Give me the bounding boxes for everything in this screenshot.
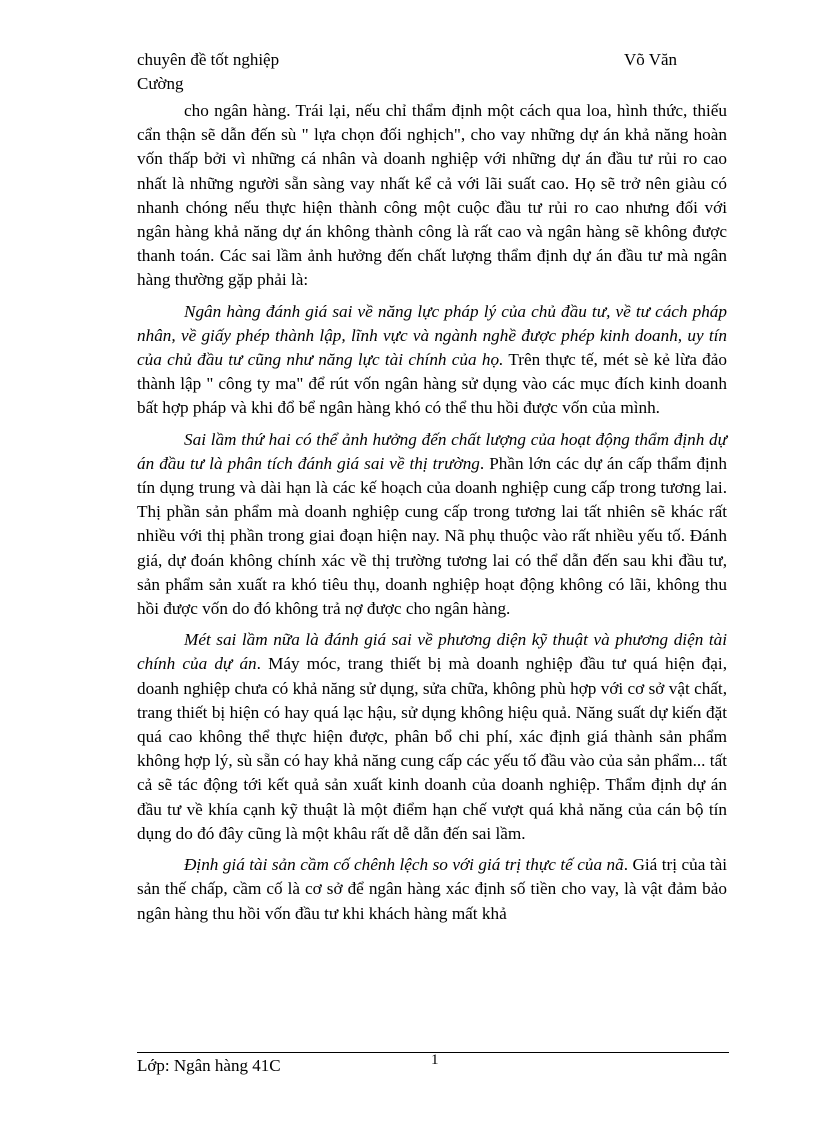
- paragraph-4-text: . Máy móc, trang thiết bị mà doanh nghiệp đầu tư quá hiện đại, doanh nghiệp chưa có khả năng sử dụng, sửa chữa, không phù hợp với cơ sở vật chất, trang thiết bị hiện có hay quá lạc hậu, sử dụng không hiệu quả. Năng suất dự kiến đặt quá cao không thể thực hiện được, phân bổ chi phí, xác định giá thành sản phẩm không hợp lý, sù sẵn có hay khả năng cung cấp các yếu tố đầu vào của sản phẩm... tất cả sẽ tác động tới kết quả sản xuất kinh doanh của doanh nghiệp. Thẩm định dự án đầu tư về khía cạnh kỹ thuật là một điểm hạn chế vượt quá khả năng của cán bộ tín dụng do đó đây cũng là một khâu rất dễ dẫn đến sai lầm.: [137, 654, 727, 843]
- paragraph-5: [137, 853, 727, 926]
- header-thesis-label: chuyên đề tốt nghiệp: [137, 50, 280, 69]
- paragraph-4-italic: Mét sai lầm nữa là đánh giá sai về phương diện kỹ thuật và phương diện tài chính của dự án: [137, 630, 727, 674]
- paragraph-5-text: . Giá trị của tài sản thế chấp, cầm cố là cơ sở để ngân hàng xác định số tiền cho vay, là vật đảm bảo ngân hàng thu hồi vốn đầu tư khi khách hàng mất khả: [137, 855, 727, 923]
- paragraph-3-text: . Phần lớn các dự án cấp thẩm định tín dụng trung và dài hạn là các kế hoạch của doanh nghiệp cung cấp trong tương lai. Thị phần sản phẩm mà doanh nghiệp cung cấp trong tương lai tất nhiên sẽ khác rất nhiều với thị phần trong giai đoạn hiện nay. Nã phụ thuộc vào rất nhiều yếu tố. Đánh giá, dự đoán không chính xác về thị trường tương lai có thể dẫn đến sau khi đầu tư, sản phẩm sản xuất ra khó tiêu thụ, doanh nghiệp hoạt động không có lãi, không thu hồi được vốn do đó không trả nợ được cho ngân hàng.: [137, 453, 727, 619]
- paragraph-1: [137, 99, 727, 293]
- footer-class-label: Lớp: Ngân hàng 41C: [137, 1056, 281, 1075]
- header-author-name: Võ Văn: [624, 50, 678, 69]
- paragraph-4: [137, 628, 727, 846]
- paragraph-2: [137, 300, 727, 421]
- header-author-name-wrap: Cường: [137, 74, 184, 93]
- paragraph-1-text: cho ngân hàng. Trái lại, nếu chỉ thẩm định một cách qua loa, hình thức, thiếu cẩn thận sẽ dẫn đến sù " lựa chọn đối nghịch", cho vay những dự án khả năng hoàn vốn thấp bởi vì những cá nhân và doanh nghiệp với những dự án đầu tư rủi ro cao nhất là những người sẵn sàng vay nhất kể cả với lãi suất cao. Họ sẽ trở nên giàu có nhanh chóng nếu thực hiện thành công một cuộc đầu tư rủi ro cao nhưng đối với ngân hàng khả năng dự án không thành công là rất cao và ngân hàng sẽ không được thanh toán. Các sai lầm ảnh hưởng đến chất lượng thẩm định dự án đầu tư mà ngân hàng thường gặp phải là:: [137, 101, 727, 290]
- paragraph-5-italic: Định giá tài sản cầm cố chênh lệch so với giá trị thực tế của nã: [184, 855, 624, 875]
- paragraph-3-italic: Sai lầm thứ hai có thể ảnh hưởng đến chất lượng của hoạt động thẩm định dự án đầu tư là phân tích đánh giá sai về thị trường: [137, 429, 727, 473]
- document-body: [137, 99, 727, 933]
- paragraph-3: [137, 428, 727, 622]
- paragraph-2-text: Trên thực tế, mét sè kẻ lừa đảo thành lập " công ty ma" để rút vốn ngân hàng sử dụng vào các mục đích kinh doanh bất hợp pháp và khi đổ bể ngân hàng khó có thể thu hồi được vốn của mình.: [137, 350, 727, 418]
- paragraph-2-italic: Ngân hàng đánh giá sai về năng lực pháp lý của chủ đầu tư, về tư cách pháp nhân, về giấy phép thành lập, lĩnh vực và ngành nghề được phép kinh doanh, uy tín của chủ đầu tư cũng như năng lực tài chính của họ.: [137, 301, 727, 370]
- page-number: 1: [431, 1052, 439, 1068]
